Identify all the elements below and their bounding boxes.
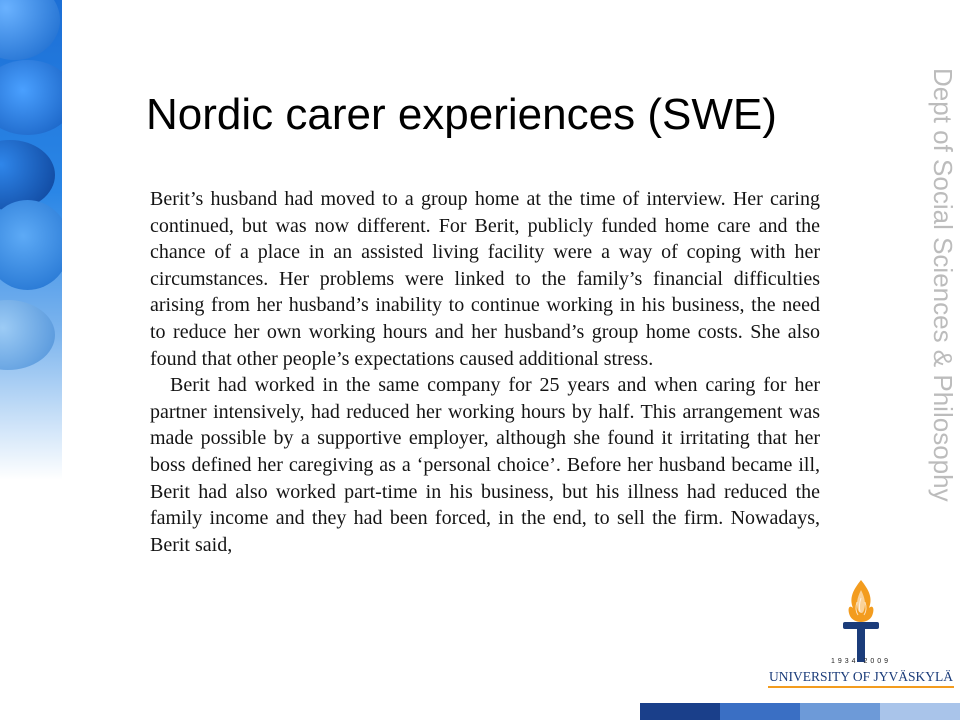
bar-segment-2: [720, 703, 800, 720]
torch-icon: [840, 578, 882, 664]
paragraph-1: Berit’s husband had moved to a group home at the time of interview. Her caring continued, but was now different. For Berit, publicly funded home care and the chance of a place in an assisted living facility were a way of coping with her circumstances. Her problems were linked to the family’s financial difficulties arising from her husband’s inability to continue working in his business, the need to reduce her own working hours and her husband’s group home costs. She also found that other people’s expectations caused additional stress.: [150, 188, 820, 370]
quoted-text-excerpt: [150, 186, 820, 558]
logo-underline: [768, 686, 954, 688]
department-label: Dept of Social Sciences & Philosophy: [928, 68, 958, 502]
slide-title: Nordic carer experiences (SWE): [146, 90, 777, 139]
decorative-blue-stones-image: [0, 0, 62, 480]
paragraph-2: Berit had worked in the same company for 25 years and when caring for her partner intensively, had reduced her working hours by half. This arrangement was made possible by a supportive employer, although she found it irritating that her boss defined her caregiving as a ‘personal choice’. Before her husband became ill, Berit had also worked part-time in his business, but his illness had reduced the family income and they had been forced, in the end, to sell the firm. Nowadays, Berit said,: [150, 374, 820, 556]
logo-years: 1934 2009: [830, 658, 892, 665]
bar-segment-4: [880, 703, 960, 720]
bar-segment-1: [640, 703, 720, 720]
bottom-color-bar: [640, 703, 960, 720]
bar-segment-3: [800, 703, 880, 720]
university-name: UNIVERSITY OF JYVÄSKYLÄ: [768, 669, 953, 684]
university-logo: [766, 578, 956, 688]
